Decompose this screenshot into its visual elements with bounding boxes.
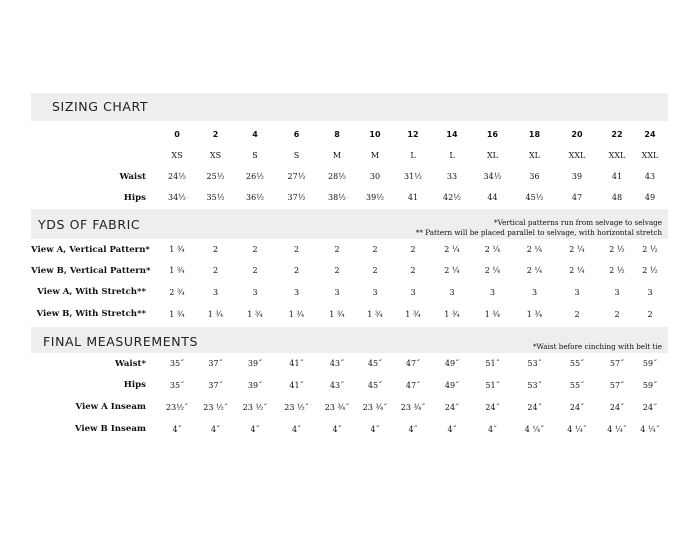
table-cell: 49 bbox=[644, 193, 656, 202]
size-number: 22 bbox=[611, 129, 623, 139]
table-cell: 43˝ bbox=[329, 380, 345, 390]
table-cell: 2 ¼ bbox=[444, 245, 460, 254]
size-letter: XXL bbox=[608, 151, 626, 160]
table-cell: 41˝ bbox=[289, 359, 304, 368]
table-cell: 4˝ bbox=[210, 424, 221, 434]
table-row bbox=[31, 239, 664, 260]
table-cell: 35˝ bbox=[169, 359, 185, 368]
table-cell: 4˝ bbox=[172, 424, 182, 434]
table-cell: 28½ bbox=[328, 172, 346, 181]
table-cell: 27½ bbox=[287, 172, 306, 181]
table-cell: 2 bbox=[334, 245, 340, 254]
table-cell: 2 bbox=[212, 245, 219, 254]
table-row bbox=[31, 187, 664, 208]
table-cell: 1 ¾ bbox=[247, 309, 263, 319]
row-label: Hips bbox=[123, 380, 146, 390]
table-cell: 1 ¾ bbox=[169, 309, 185, 319]
table-cell: 23 ¾˝ bbox=[324, 402, 350, 412]
table-cell: 34½ bbox=[168, 193, 186, 202]
table-cell: 24˝ bbox=[444, 402, 460, 412]
size-letter: XL bbox=[528, 151, 540, 160]
table-cell: 2 bbox=[293, 266, 300, 275]
row-label: View A Inseam bbox=[75, 402, 146, 412]
table-cell: 4˝ bbox=[487, 424, 498, 434]
table-cell: 3 bbox=[489, 287, 496, 297]
table-cell: 51˝ bbox=[485, 380, 500, 390]
table-cell: 2 bbox=[410, 245, 416, 254]
size-number-row bbox=[31, 123, 664, 145]
table-cell: 1 ¾ bbox=[288, 309, 305, 319]
table-cell: 42½ bbox=[443, 193, 461, 202]
table-row bbox=[31, 281, 664, 303]
table-cell: 37˝ bbox=[208, 359, 223, 368]
table-cell: 37½ bbox=[287, 193, 306, 202]
size-letter-row bbox=[31, 145, 664, 166]
table-cell: 1 ¾ bbox=[405, 309, 421, 319]
table-cell: 48 bbox=[611, 193, 623, 202]
table-cell: 2 ¼ bbox=[444, 266, 460, 275]
size-letter: XL bbox=[486, 151, 498, 160]
table-cell: 2 ½ bbox=[642, 245, 658, 254]
size-number: 10 bbox=[369, 129, 381, 139]
table-cell: 23½˝ bbox=[166, 402, 188, 412]
table-cell: 2 bbox=[410, 266, 416, 275]
size-letter: S bbox=[252, 151, 258, 160]
table-cell: 24˝ bbox=[569, 402, 585, 412]
table-cell: 2 ½ bbox=[609, 266, 625, 275]
table-cell: 45½ bbox=[525, 193, 544, 202]
table-cell: 2 ¼ bbox=[569, 266, 585, 275]
table-row bbox=[31, 396, 664, 418]
table-cell: 3 bbox=[449, 287, 455, 297]
table-cell: 55˝ bbox=[569, 380, 585, 390]
table-cell: 3 bbox=[410, 287, 416, 297]
size-number: 14 bbox=[446, 129, 458, 139]
table-cell: 34½ bbox=[483, 172, 502, 181]
table-cell: 41˝ bbox=[289, 380, 304, 390]
table-cell: 2 bbox=[647, 309, 653, 319]
table-cell: 4˝ bbox=[408, 424, 418, 434]
table-cell: 39˝ bbox=[247, 380, 263, 390]
table-cell: 33 bbox=[446, 172, 458, 181]
table-cell: 39½ bbox=[366, 193, 384, 202]
table-cell: 3 bbox=[647, 287, 653, 297]
size-number: 4 bbox=[252, 129, 258, 139]
table-cell: 1 ¾ bbox=[169, 266, 185, 275]
size-letter: S bbox=[293, 151, 300, 160]
size-letter: M bbox=[370, 151, 380, 160]
size-letter: M bbox=[332, 151, 342, 160]
table-cell: 49˝ bbox=[444, 359, 460, 368]
table-cell: 3 bbox=[372, 287, 378, 297]
table-cell: 2 ¼ bbox=[526, 245, 543, 254]
row-label: View A, With Stretch** bbox=[37, 287, 146, 297]
table-cell: 2 ¼ bbox=[526, 266, 543, 275]
table-cell: 2 bbox=[574, 309, 580, 319]
fabric-note-stretch: ** Pattern will be placed parallel to selvage, with horizontal stretch bbox=[415, 228, 662, 237]
size-number: 12 bbox=[407, 129, 419, 139]
table-cell: 1 ¾ bbox=[169, 245, 185, 254]
table-cell: 4˝ bbox=[370, 424, 380, 434]
row-label: Waist bbox=[119, 171, 146, 182]
table-cell: 3 bbox=[614, 287, 620, 297]
table-cell: 2 ¼ bbox=[484, 245, 501, 254]
table-cell: 4 ¼˝ bbox=[524, 424, 545, 434]
table-cell: 23 ¾˝ bbox=[400, 402, 426, 412]
table-cell: 1 ¾ bbox=[444, 309, 460, 319]
table-cell: 36 bbox=[529, 172, 540, 181]
table-cell: 2 bbox=[252, 245, 258, 254]
table-cell: 2 ½ bbox=[642, 266, 658, 275]
table-cell: 4 ¼˝ bbox=[567, 424, 587, 434]
table-cell: 1 ¾ bbox=[484, 309, 501, 319]
row-label: View B, Vertical Pattern* bbox=[31, 265, 151, 276]
table-cell: 1 ¾ bbox=[526, 309, 543, 319]
table-cell: 4˝ bbox=[291, 424, 302, 434]
table-cell: 2 ¾ bbox=[169, 287, 185, 297]
fabric-title: YDS OF FABRIC bbox=[38, 217, 141, 232]
table-cell: 35½ bbox=[206, 193, 225, 202]
table-cell: 23 ¾˝ bbox=[362, 402, 388, 412]
table-cell: 59˝ bbox=[642, 380, 658, 390]
table-cell: 24˝ bbox=[642, 402, 658, 412]
table-cell: 24˝ bbox=[609, 402, 625, 412]
table-cell: 2 bbox=[334, 266, 340, 275]
table-cell: 1 ¾ bbox=[329, 309, 345, 319]
table-cell: 4 ¼˝ bbox=[640, 424, 660, 434]
table-cell: 2 ¼ bbox=[484, 266, 501, 275]
table-cell: 2 bbox=[372, 245, 378, 254]
table-cell: 39˝ bbox=[247, 359, 263, 368]
table-cell: 4 ¼˝ bbox=[607, 424, 627, 434]
table-cell: 25½ bbox=[206, 172, 225, 181]
table-cell: 51˝ bbox=[485, 359, 500, 368]
size-number: 24 bbox=[644, 129, 656, 139]
row-label: View A, Vertical Pattern* bbox=[31, 244, 150, 255]
fabric-table bbox=[31, 239, 664, 325]
table-cell: 39 bbox=[571, 172, 583, 181]
table-cell: 4˝ bbox=[447, 424, 457, 434]
table-cell: 4˝ bbox=[250, 424, 260, 434]
table-cell: 24½ bbox=[168, 172, 186, 181]
size-number: 6 bbox=[293, 129, 300, 139]
table-cell: 1 ¾ bbox=[367, 309, 383, 319]
table-cell: 2 ¼ bbox=[569, 245, 585, 254]
table-cell: 41 bbox=[611, 172, 623, 181]
table-cell: 2 ½ bbox=[609, 245, 625, 254]
table-cell: 36½ bbox=[246, 193, 264, 202]
table-cell: 59˝ bbox=[642, 359, 658, 368]
sizing-chart-title: SIZING CHART bbox=[52, 99, 149, 114]
size-number: 20 bbox=[571, 129, 583, 139]
table-cell: 2 bbox=[614, 309, 620, 319]
size-number: 8 bbox=[334, 129, 340, 139]
table-cell: 35˝ bbox=[169, 380, 185, 390]
row-label bbox=[31, 145, 158, 166]
table-cell: 3 bbox=[574, 287, 580, 297]
table-cell: 53˝ bbox=[527, 359, 542, 368]
table-cell: 1 ¾ bbox=[207, 309, 224, 319]
final-measurements-note: *Waist before cinching with belt tie bbox=[532, 342, 662, 351]
table-cell: 45˝ bbox=[367, 359, 383, 368]
table-cell: 3 bbox=[531, 287, 538, 297]
table-cell: 23 ½˝ bbox=[242, 402, 268, 412]
size-number: 2 bbox=[212, 129, 219, 139]
table-cell: 55˝ bbox=[569, 359, 585, 368]
table-cell: 24˝ bbox=[527, 402, 542, 412]
table-cell: 30 bbox=[369, 172, 381, 181]
table-cell: 23 ½˝ bbox=[203, 402, 228, 412]
table-cell: 57˝ bbox=[609, 359, 625, 368]
table-cell: 31½ bbox=[404, 172, 422, 181]
table-row bbox=[31, 374, 664, 396]
row-label: View B, With Stretch** bbox=[36, 309, 146, 319]
table-cell: 2 bbox=[212, 266, 219, 275]
table-cell: 47˝ bbox=[405, 380, 421, 390]
table-row bbox=[31, 166, 664, 187]
size-letter: XXL bbox=[641, 151, 659, 160]
row-label: View B Inseam bbox=[74, 424, 146, 434]
table-cell: 3 bbox=[212, 287, 219, 297]
table-cell: 53˝ bbox=[527, 380, 542, 390]
row-label bbox=[31, 123, 158, 145]
row-label: Waist* bbox=[114, 358, 146, 369]
row-label: Hips bbox=[123, 192, 146, 203]
size-letter: XS bbox=[171, 151, 183, 160]
table-cell: 2 bbox=[372, 266, 378, 275]
table-cell: 2 bbox=[252, 266, 258, 275]
table-cell: 43˝ bbox=[329, 359, 345, 368]
size-number: 18 bbox=[528, 129, 541, 139]
size-letter: L bbox=[410, 151, 416, 160]
table-cell: 37˝ bbox=[208, 380, 223, 390]
table-cell: 38½ bbox=[328, 193, 346, 202]
table-cell: 26½ bbox=[246, 172, 264, 181]
table-cell: 23 ½˝ bbox=[284, 402, 309, 412]
table-cell: 43 bbox=[644, 172, 656, 181]
size-number: 16 bbox=[486, 129, 499, 139]
table-cell: 3 bbox=[252, 287, 258, 297]
table-cell: 3 bbox=[293, 287, 300, 297]
final-measurements-title: FINAL MEASUREMENTS bbox=[43, 334, 199, 349]
table-cell: 45˝ bbox=[367, 380, 383, 390]
table-row bbox=[31, 303, 664, 325]
fabric-note-vertical: *Vertical patterns run from selvage to selvage bbox=[493, 218, 662, 227]
final-measurements-table bbox=[31, 353, 664, 440]
table-cell: 44 bbox=[487, 193, 498, 202]
size-number: 0 bbox=[174, 129, 180, 139]
size-letter: XS bbox=[209, 151, 222, 160]
table-row bbox=[31, 418, 664, 440]
table-cell: 47 bbox=[571, 193, 583, 202]
table-cell: 57˝ bbox=[609, 380, 625, 390]
size-letter: L bbox=[449, 151, 455, 160]
table-row bbox=[31, 353, 664, 374]
table-row bbox=[31, 260, 664, 281]
table-cell: 3 bbox=[334, 287, 340, 297]
size-letter: XXL bbox=[568, 151, 586, 160]
table-cell: 4˝ bbox=[332, 424, 342, 434]
table-cell: 49˝ bbox=[444, 380, 460, 390]
table-cell: 2 bbox=[293, 245, 300, 254]
table-cell: 47˝ bbox=[405, 359, 421, 368]
table-cell: 41 bbox=[407, 193, 419, 202]
table-cell: 24˝ bbox=[485, 402, 500, 412]
sizing-table bbox=[31, 123, 664, 208]
